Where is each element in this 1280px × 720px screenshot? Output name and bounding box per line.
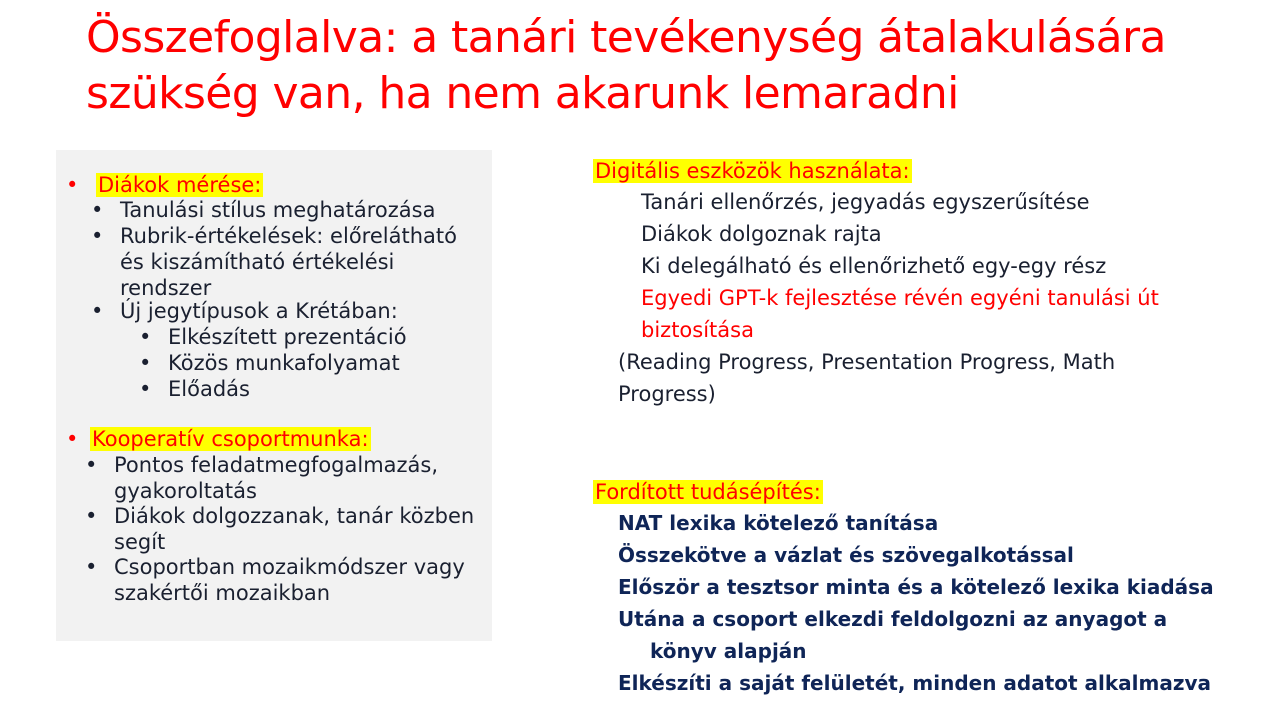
bullet-icon: • — [139, 351, 152, 375]
sub-list-item: • Elkészített prezentáció — [139, 325, 407, 349]
slide-title-line-2: szükség van, ha nem akarunk lemaradni — [86, 68, 959, 119]
list-item: • Tanulási stílus meghatározása — [91, 198, 436, 222]
slide-title — [86, 10, 1236, 122]
bold-line: könyv alapján — [650, 639, 807, 663]
bullet-icon: • — [91, 198, 104, 222]
bullet-icon: • — [139, 377, 152, 401]
text-line: Tanári ellenőrzés, jegyadás egyszerűsítése — [641, 190, 1090, 214]
bullet-icon: • — [66, 173, 79, 197]
section-heading-digitalis: Digitális eszközök használata: — [595, 159, 910, 183]
text-line: Diákok dolgoznak rajta — [641, 222, 882, 246]
bullet-icon: • — [91, 299, 104, 323]
bullet-icon: • — [91, 224, 104, 248]
section-heading-diakok-merese: • Diákok mérése: — [66, 173, 262, 197]
text-line: Ki delegálható és ellenőrizhető egy-egy rész — [641, 254, 1107, 278]
bullet-icon: • — [139, 325, 152, 349]
text-line-highlighted: biztosítása — [641, 318, 754, 342]
text-note: Progress) — [618, 382, 716, 406]
list-item: • Csoportban mozaikmódszer vagy szakértői mozaikban — [85, 555, 465, 605]
bullet-icon: • — [85, 453, 98, 477]
bold-line: NAT lexika kötelező tanítása — [618, 511, 939, 535]
sub-list-item: • Előadás — [139, 377, 250, 401]
section-heading-forditott: Fordított tudásépítés: — [595, 480, 821, 504]
bold-line: Összekötve a vázlat és szövegalkotással — [618, 543, 1074, 567]
list-item: • Pontos feladatmegfogalmazás, gyakoroltatás — [85, 453, 439, 503]
bold-line: Először a tesztsor minta és a kötelező lexika kiadása — [618, 575, 1214, 599]
bullet-icon: • — [85, 555, 98, 579]
left-panel — [56, 150, 492, 641]
bullet-icon: • — [85, 504, 98, 528]
bullet-icon: • — [66, 427, 79, 451]
text-note: (Reading Progress, Presentation Progress, Math — [618, 350, 1116, 374]
text-line-highlighted: Egyedi GPT-k fejlesztése révén egyéni tanulási út — [641, 286, 1159, 310]
sub-list-item: • Közös munkafolyamat — [139, 351, 400, 375]
list-item: • Diákok dolgozzanak, tanár közben segít — [85, 504, 475, 554]
bold-line: Utána a csoport elkezdi feldolgozni az anyagot a — [618, 607, 1168, 631]
slide-title-line-1: Összefoglalva: a tanári tevékenység átalakulására — [86, 12, 1166, 63]
list-item: • Új jegytípusok a Krétában: — [91, 299, 398, 323]
section-heading-kooperativ: • Kooperatív csoportmunka: — [66, 427, 369, 451]
bold-line: Elkészíti a saját felületét, minden adatot alkalmazva — [618, 671, 1212, 695]
list-item: • Rubrik-értékelések: előrelátható és kiszámítható értékelési rendszer — [91, 224, 457, 300]
